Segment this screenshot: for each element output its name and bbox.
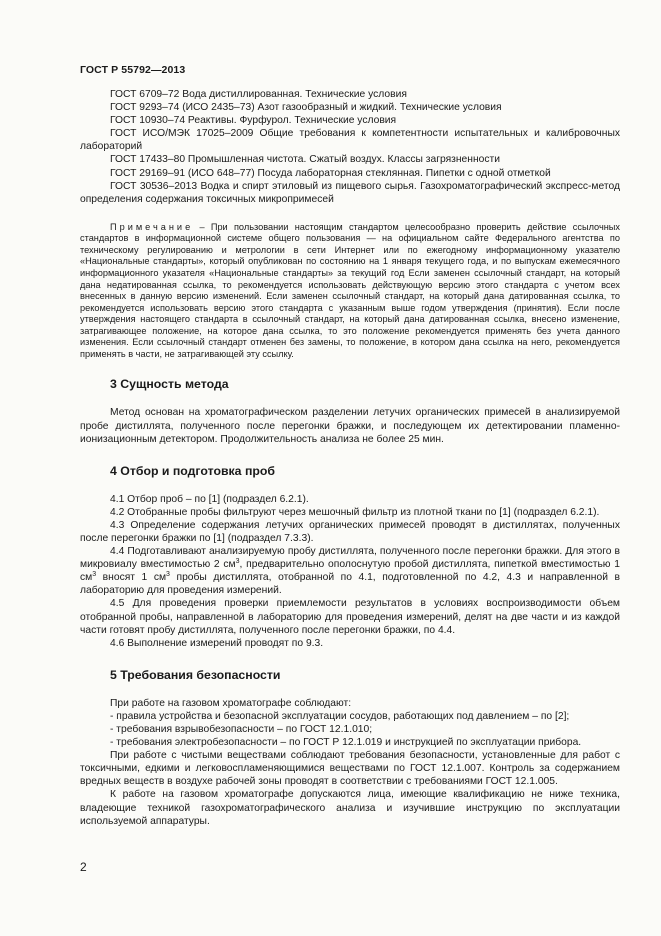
section-5-paragraph: При работе с чистыми веществами соблюдают требования безопасности, установленные для работ с токсичными, едкими и легковоспламеняющимися веществами по ГОСТ 12.1.007. Контроль за содержанием вредных веществ в воздухе рабочей зоны проводят в соответствии с требованиями ГОСТ 12.1.005. [80,750,620,788]
section-4-4 [80,545,620,597]
section-4-6: 4.6 Выполнение измерений проводят по 9.3. [110,637,324,649]
normative-references [80,88,620,206]
section-4-3: 4.3 Определение содержания летучих органических примесей проводят в дистиллятах, полученных после перегонки бражки по [1] (подраздел 7.3.3). [80,519,620,544]
reference-item: ГОСТ 17433–80 Промышленная чистота. Сжатый воздух. Классы загрязненности [110,154,501,166]
section-4-1: 4.1 Отбор проб – по [1] (подраздел 6.2.1). [110,493,309,505]
section-4-4-part: пробы дистиллята, отобранной по 4.1, подготовленной по 4.2, 4.3 и направленной в лабораторию для проведения измерений. [80,572,620,597]
section-4-5: 4.5 Для проведения проверки приемлемости результатов в условиях воспроизводимости объем отобранной пробы, направленной в лабораторию для проведения измерений, делят на две части и из каждой части готовят пробу дистиллята, полученного после перегонки бражки, по 4.4. [80,598,620,636]
section-5-item: - требования электробезопасности – по ГОСТ Р 12.1.019 и инструкцией по эксплуатации прибора. [110,737,582,749]
section-4-4-part: вносят 1 см [96,572,167,584]
reference-item: ГОСТ 29169–91 (ИСО 648–77) Посуда лабораторная стеклянная. Пипетки с одной отметкой [110,167,551,179]
section-5-intro: При работе на газовом хроматографе соблюдают: [110,697,352,709]
reference-item: ГОСТ 9293–74 (ИСО 2435–73) Азот газообразный и жидкий. Технические условия [110,102,502,114]
superscript: 3 [166,571,170,579]
section-5-item: - правила устройства и безопасной эксплуатации сосудов, работающих под давлением – по [2]; [110,710,570,722]
section-4-4-part: 4.4 Подготавливают анализируемую пробу дистиллята, полученного после перегонки бражки. Для этого в микровиалу вместимостью 2 см [80,546,620,571]
note-paragraph [80,222,620,361]
section-5-item: - требования взрывобезопасности – по ГОСТ 12.1.010; [110,724,373,735]
section-3-text: Метод основан на хроматографическом разделении летучих органических примесей в анализируемой пробе дистиллята, полученного после перегонки бражки, и последующем их детектировании пламенно-ионизационным детектором. Продолжительность анализа не более 25 мин. [80,407,620,445]
reference-item: ГОСТ 6709–72 Вода дистиллированная. Технические условия [110,89,407,100]
note-label: Примечание [110,221,194,232]
document-header: ГОСТ Р 55792—2013 [80,64,186,76]
note-text: – При пользовании настоящим стандартом целесообразно проверить действие ссылочных стандартов в информационной системе общего пользования — на официальном сайте Федерального агентства по техническому регулированию и метрологии в сети Интернет или по ежегодному информационному указателю «Национальные стандарты», который опубликован по состоянию на 1 января текущего года, и по выпускам ежемесячного информационного указателя «Национальные стандарты» за текущий год Если заменен ссылочный стандарт, на который дана недатированная ссылка, то рекомендуется использовать действующую версию этого стандарта с учетом всех внесенных в данную версию изменений. Если заменен ссылочный стандарт, на который дана датированная ссылка, то рекомендуется использовать версию этого стандарта с указанным выше годом утверждения (принятия). Если после утверждения настоящего стандарта в ссылочный стандарт, на который дана датированная ссылка, внесено изменение, затрагивающее положение, на которое дана ссылка, то это положение рекомендуется применять без учета данного изменения. Если ссылочный стандарт отменен без замены, то положение, в котором дана ссылка на него, рекомендуется применять в части, не затрагивающей эту ссылку. [80,221,620,359]
section-3-title: 3 Сущность метода [110,377,229,392]
page-number: 2 [80,860,87,874]
superscript: 3 [92,571,97,579]
superscript: 3 [235,558,240,566]
reference-item: ГОСТ ИСО/МЭК 17025–2009 Общие требования к компетентности испытательных и калибровочных лабораторий [80,128,620,153]
section-4-2: 4.2 Отобранные пробы фильтруют через мешочный фильтр из плотной ткани по [1] (подраздел 6.2.1). [110,506,600,518]
section-5-paragraph: К работе на газовом хроматографе допускаются лица, имеющие квалификацию не ниже техника, владеющие техникой газохроматографического анализа и изучившие инструкцию по эксплуатации используемой аппаратуры. [80,789,620,827]
section-4-title: 4 Отбор и подготовка проб [110,463,275,478]
section-4-4-part: , предварительно ополоснутую пробой дистиллята, пипеткой вместимостью 1 см [80,559,621,584]
section-5-title: 5 Требования безопасности [110,667,281,682]
document-body [80,88,620,828]
reference-item: ГОСТ 30536–2013 Водка и спирт этиловый из пищевого сырья. Газохроматографический экспресс-метод определения содержания токсичных микропримесей [80,180,620,205]
reference-item: ГОСТ 10930–74 Реактивы. Фурфурол. Технические условия [110,115,397,127]
